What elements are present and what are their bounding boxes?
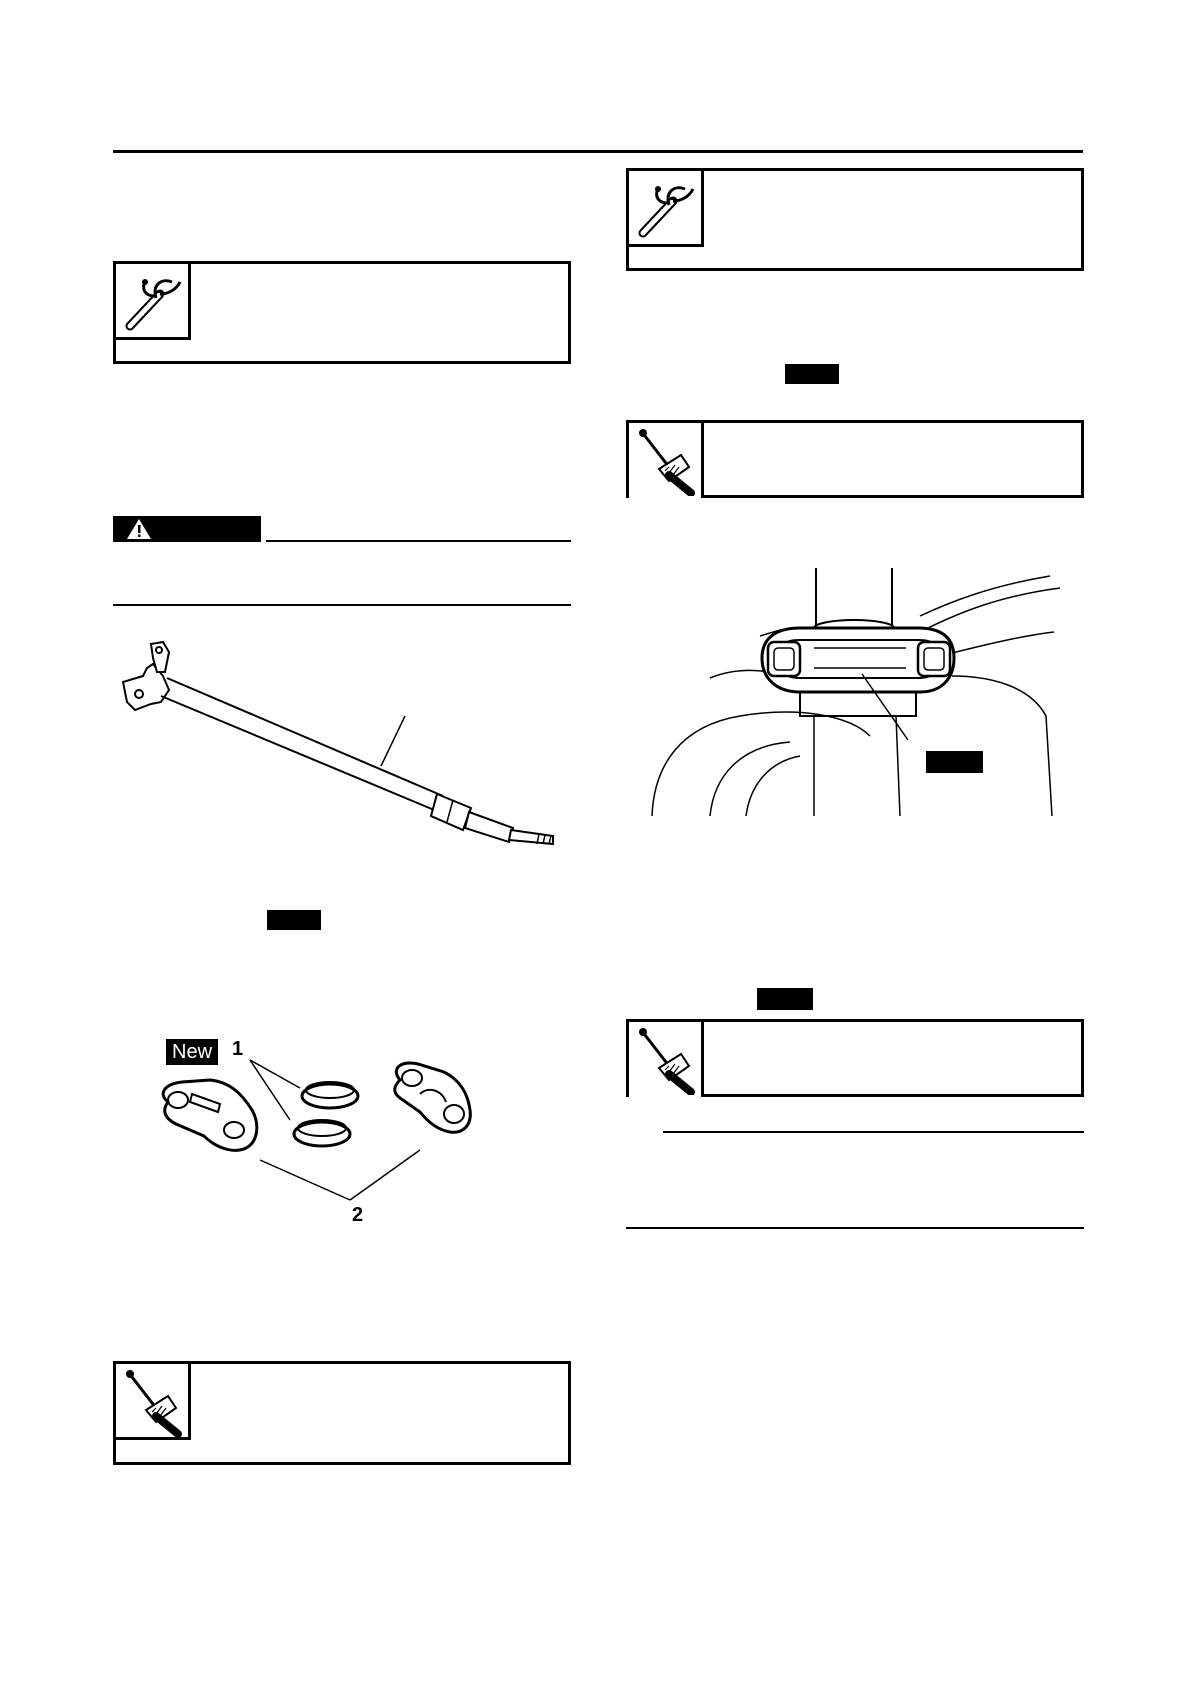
- torque-icon-cell: [629, 1022, 704, 1097]
- black-tag-illustration: [926, 751, 983, 773]
- note-bottom-rule: [626, 1227, 1084, 1229]
- steering-shaft-illustration: [113, 632, 563, 852]
- bushing-holder-illustration: [150, 1050, 520, 1210]
- torque-icon-cell: [116, 1364, 191, 1440]
- warning-triangle-icon: [125, 516, 165, 542]
- black-tag-right-1: [785, 364, 839, 384]
- handlebar-holder-illustration: [650, 566, 1070, 816]
- torque-wrench-icon: [629, 1022, 701, 1095]
- torque-box-right-2: [626, 1019, 1084, 1097]
- torque-box-right-1: [626, 420, 1084, 498]
- callout-2: 2: [352, 1204, 364, 1226]
- warning-banner: [113, 516, 261, 542]
- special-tool-icon-cell: [629, 171, 704, 247]
- torque-wrench-icon: [629, 423, 701, 496]
- black-tag-right-2: [757, 988, 813, 1010]
- special-tool-wrench-icon: [116, 264, 188, 337]
- warning-top-rule: [266, 540, 571, 542]
- torque-icon-cell: [629, 423, 704, 498]
- special-tool-box-right: [626, 168, 1084, 271]
- torque-box-left: [113, 1361, 571, 1465]
- torque-wrench-icon: [116, 1364, 188, 1437]
- header-rule: [113, 150, 1083, 153]
- special-tool-icon-cell: [116, 264, 191, 340]
- note-top-rule: [663, 1131, 1084, 1133]
- special-tool-wrench-icon: [629, 171, 701, 244]
- black-tag-left: [267, 910, 321, 930]
- callout-1: 1: [232, 1038, 244, 1060]
- warning-bottom-rule: [113, 604, 571, 606]
- special-tool-box-left: [113, 261, 571, 364]
- new-badge: New: [166, 1039, 218, 1065]
